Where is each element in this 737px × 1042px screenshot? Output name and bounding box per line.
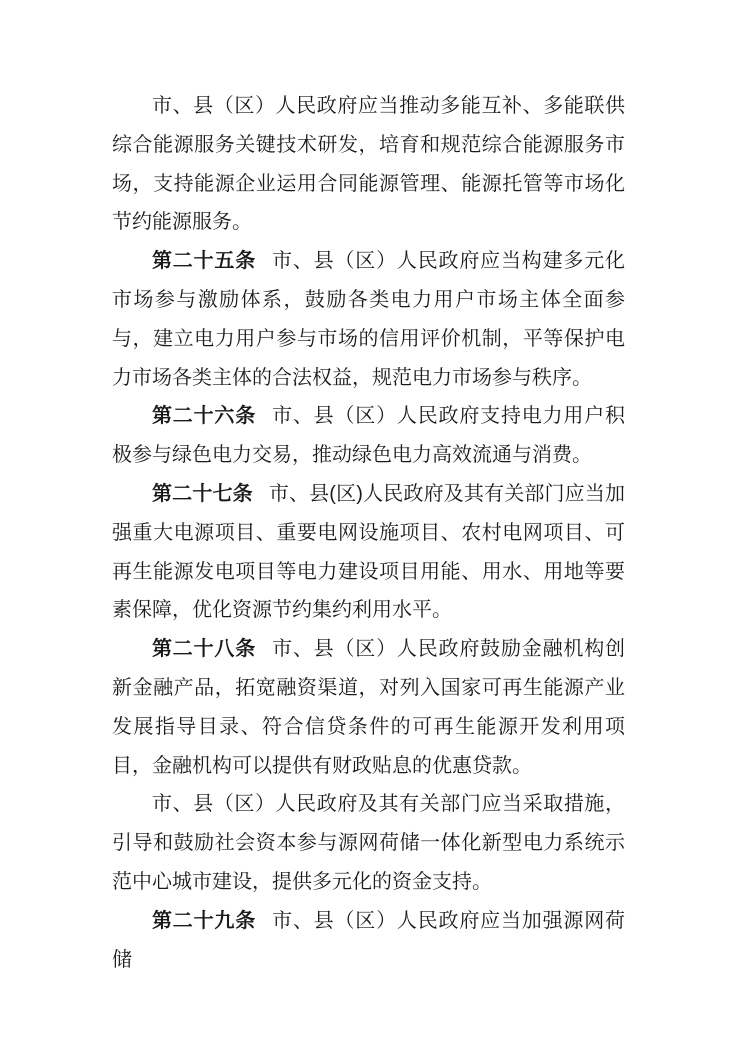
paragraph-article-28	[112, 630, 625, 785]
paragraph-article-29	[112, 902, 625, 980]
paragraph-text: 市、县（区）人民政府应当推动多能互补、多能联供综合能源服务关键技术研发，培育和规范综合能源服务市场，支持能源企业运用合同能源管理、能源托管等市场化节约能源服务。	[112, 95, 625, 234]
article-number: 第二十九条	[152, 909, 257, 932]
paragraph-text: 市、县（区）人民政府支持电力用户积极参与绿色电力交易，推动绿色电力高效流通与消费。	[112, 405, 626, 467]
article-number: 第二十六条	[152, 405, 257, 428]
paragraph-article-28-continuation	[112, 785, 625, 901]
paragraph-continuation	[112, 87, 625, 242]
paragraph-text: 市、县（区）人民政府应当加强源网荷储	[112, 909, 626, 971]
article-number: 第二十八条	[152, 638, 257, 661]
paragraph-article-27	[112, 475, 625, 630]
paragraph-text: 市、县(区)人民政府及其有关部门应当加强重大电源项目、重要电网设施项目、农村电网项目、可再生能源发电项目等电力建设项目用能、用水、用地等要素保障，优化资源节约集约利用水平。	[112, 482, 626, 622]
article-number: 第二十五条	[152, 250, 257, 273]
paragraph-article-26	[112, 397, 625, 475]
paragraph-article-25	[112, 242, 625, 397]
article-number: 第二十七条	[152, 482, 253, 505]
paragraph-text: 市、县（区）人民政府应当构建多元化市场参与激励体系，鼓励各类电力用户市场主体全面参与，建立电力用户参与市场的信用评价机制，平等保护电力市场各类主体的合法权益，规范电力市场参与秩序。	[112, 250, 626, 389]
paragraph-text: 市、县（区）人民政府鼓励金融机构创新金融产品，拓宽融资渠道，对列入国家可再生能源产业发展指导目录、符合信贷条件的可再生能源开发利用项目，金融机构可以提供有财政贴息的优惠贷款。	[112, 638, 626, 777]
document-text-block	[112, 87, 625, 979]
paragraph-text: 市、县（区）人民政府及其有关部门应当采取措施，引导和鼓励社会资本参与源网荷储一体化新型电力系统示范中心城市建设，提供多元化的资金支持。	[112, 793, 625, 893]
